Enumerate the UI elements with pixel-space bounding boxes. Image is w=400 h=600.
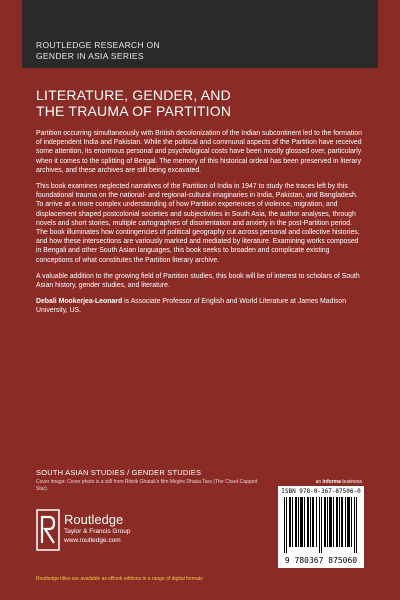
ebook-note: Routledge titles are available as eBook editions in a range of digital formats: [36, 576, 203, 582]
publisher-group: Taylor & Francis Group: [64, 528, 131, 535]
author-bio-text: is Associate Professor of English and World Literature at James Madison University, US.: [36, 298, 347, 315]
book-title: [36, 87, 366, 119]
title-line-1: LITERATURE, GENDER, AND: [36, 87, 231, 104]
publisher-name: Routledge: [64, 512, 124, 527]
informa-prefix: an: [315, 479, 323, 485]
blurb-paragraph-2: This book examines neglected narratives of the Partition of India in 1947 to study the traces left by this foundational trauma on the national- and regional-cultural imaginaries in India, Pakistan, and Bangladesh. To arrive at a more complex understanding of how Partition experiences of violence, migration, and displacement shaped postcolonial societies and subjectivities in South Asia, the author analyses, through novels and short stories, multiple cartographies of disorientation and anxiety in the post-Partition period. The book illuminates how contingencies of political geography cut across personal and collective histories, and how these intersections are variously marked and mediated by literature. Examining works composed in Bengali and other South Asian languages, this book seeks to broaden and complicate existing conceptions of what constitutes the Partition literary archive.: [36, 183, 360, 264]
informa-brand: informa: [322, 479, 341, 485]
barcode-digits: 9 780367 875060: [284, 556, 358, 565]
series-name: [36, 40, 160, 62]
series-line-1: ROUTLEDGE RESEARCH ON: [36, 40, 160, 50]
author-bio: [36, 297, 364, 315]
publisher-url[interactable]: www.routledge.com: [64, 537, 121, 544]
barcode-panel: [278, 486, 364, 568]
blurb: [36, 129, 364, 323]
author-name: Debali Mookerjea-Leonard: [36, 298, 123, 306]
isbn-text: ISBN 978-0-367-87506-0: [281, 488, 361, 495]
blurb-paragraph-3: A valuable addition to the growing field of Partition studies, this book will be of interest to scholars of South Asian history, gender studies, and literature.: [36, 272, 360, 290]
title-line-2: THE TRAUMA OF PARTITION: [36, 103, 232, 120]
barcode-bars: [282, 497, 360, 553]
cover-image-credit: Cover image: Cover photo is a still from Ritwik Ghatak's film Meghe Dhaka Tara (The Cloud-Capped Star).: [36, 479, 258, 492]
subject-category: SOUTH ASIAN STUDIES / GENDER STUDIES: [36, 468, 202, 477]
series-banner: [22, 0, 378, 68]
informa-business-label: [316, 479, 362, 485]
informa-suffix: business: [340, 479, 362, 485]
series-line-2: GENDER IN ASIA SERIES: [36, 51, 144, 61]
routledge-logo-icon: [36, 509, 60, 551]
publisher-block: [64, 512, 204, 545]
blurb-paragraph-1: Partition occurring simultaneously with British decolonization of the Indian subcontinent led to the formation of independent India and Pakistan. While the political and communal aspects of the Partition have received some attention, its enormous personal and psychological costs have been mostly glossed over, particularly when it comes to the splitting of Bengal. The memory of this historical ordeal has been preserved in literary archives, and these archives are still being excavated.: [36, 130, 362, 174]
